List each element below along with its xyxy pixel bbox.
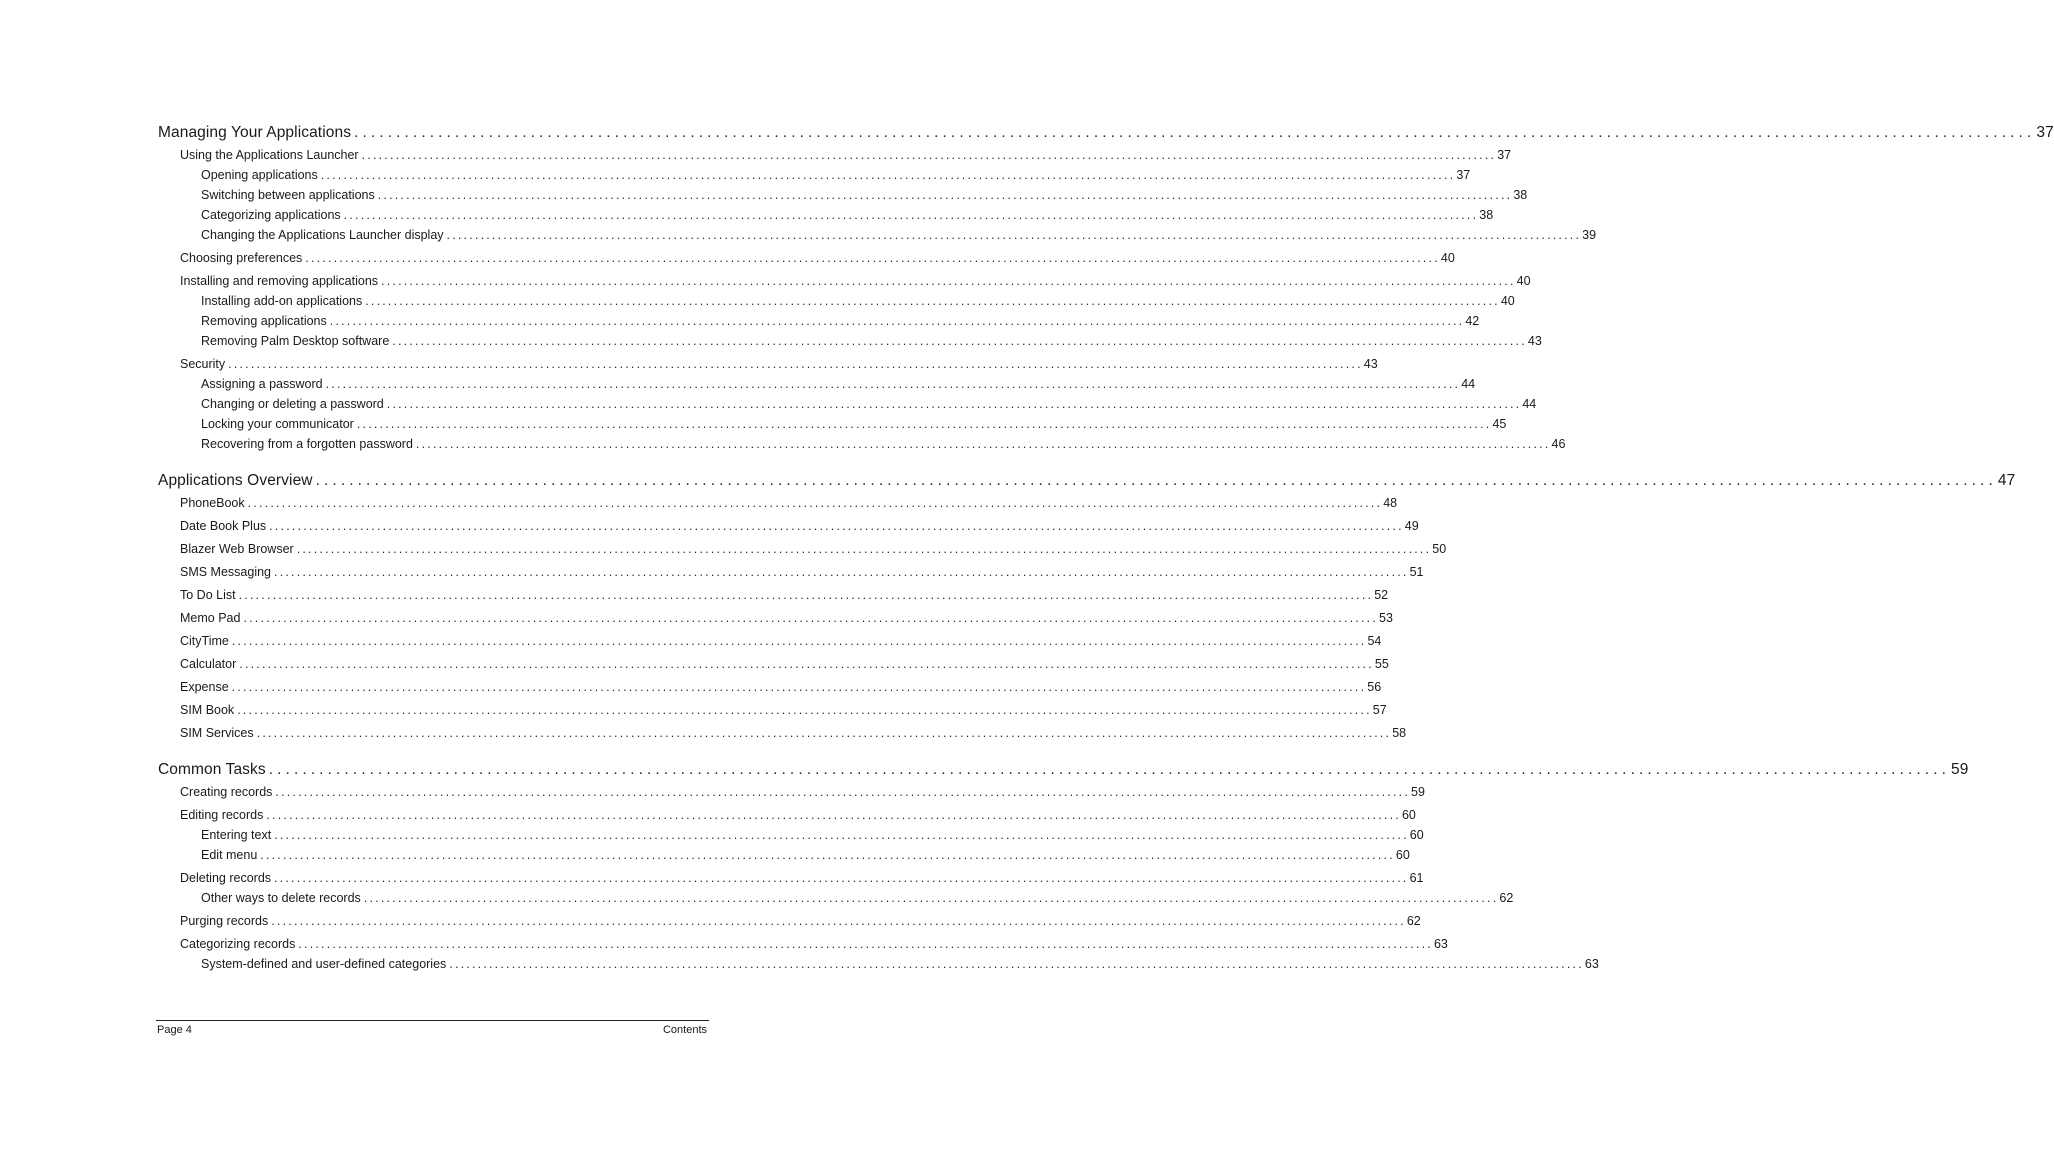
- toc-entry[interactable]: [180, 808, 1416, 822]
- toc-entry-page-number: 58: [1392, 726, 1407, 740]
- toc-entry-page-number: 62: [1406, 914, 1421, 928]
- toc-entry-page-number: 40: [1500, 294, 1515, 308]
- toc-entry[interactable]: [180, 148, 1512, 162]
- toc-entry-page-number: 60: [1401, 808, 1416, 822]
- toc-entry-page-number: 49: [1404, 519, 1419, 533]
- toc-entry-page-number: 39: [1582, 228, 1597, 242]
- toc-entry[interactable]: [201, 891, 1514, 905]
- toc-entry[interactable]: [180, 785, 1425, 799]
- toc-entry-title: PhoneBook: [180, 496, 245, 510]
- toc-entry-page-number: 43: [1363, 357, 1378, 371]
- toc-entry[interactable]: [180, 496, 1398, 510]
- toc-entry-page-number: 46: [1551, 437, 1566, 451]
- toc-entry[interactable]: [180, 611, 1393, 625]
- toc-entry[interactable]: [180, 703, 1387, 717]
- toc-entry-page-number: 45: [1492, 417, 1507, 431]
- toc-entry-title: To Do List: [180, 588, 236, 602]
- toc-entry[interactable]: [180, 726, 1407, 740]
- toc-entry-title: Choosing preferences: [180, 251, 303, 265]
- toc-entry[interactable]: [180, 542, 1447, 556]
- footer-section-name: Contents: [662, 1024, 707, 1036]
- dot-leader: ........................................................................................................................................................................................................: [228, 357, 1363, 371]
- toc-entry-title: Creating records: [180, 785, 273, 799]
- dot-leader: ........................................................................................................................................................................................................: [298, 937, 1433, 951]
- toc-entry[interactable]: [201, 437, 1566, 451]
- dot-leader: ........................................................................................................................................................................................................: [274, 565, 1409, 579]
- dot-leader: ........................................................................................................................................................................................................: [329, 314, 1465, 328]
- dot-leader: ........................................................................................................................................................................................................: [247, 496, 1383, 510]
- toc-entry-page-number: 57: [1372, 703, 1387, 717]
- toc-entry[interactable]: [201, 208, 1494, 222]
- dot-leader: ........................................................................................................................................................................................................: [343, 208, 1479, 222]
- dot-leader: ........................................................................................................................................................................................................: [266, 808, 1401, 822]
- dot-leader: ........................................................................................................................................................................................................: [305, 251, 1440, 265]
- dot-leader: ........................................................................................................................................................................................................: [315, 472, 1997, 489]
- toc-entry-title: SIM Services: [180, 726, 254, 740]
- dot-leader: ........................................................................................................................................................................................................: [256, 726, 1392, 740]
- toc-entry-title: System-defined and user-defined categories: [201, 957, 447, 971]
- dot-leader: ........................................................................................................................................................................................................: [238, 588, 1374, 602]
- toc-entry-title: Memo Pad: [180, 611, 241, 625]
- dot-leader: ........................................................................................................................................................................................................: [449, 957, 1584, 971]
- dot-leader: ........................................................................................................................................................................................................: [260, 848, 1395, 862]
- toc-entry-title: Changing the Applications Launcher display: [201, 228, 444, 242]
- toc-entry[interactable]: [180, 871, 1424, 885]
- toc-chapter-entry[interactable]: [158, 472, 2016, 490]
- toc-entry-title: Security: [180, 357, 226, 371]
- toc-entry-title: Date Book Plus: [180, 519, 267, 533]
- toc-entry-title: Entering text: [201, 828, 272, 842]
- toc-entry-page-number: 37: [1497, 148, 1512, 162]
- toc-entry-page-number: 43: [1527, 334, 1542, 348]
- toc-entry-page-number: 56: [1367, 680, 1382, 694]
- toc-entry-title: Switching between applications: [201, 188, 375, 202]
- toc-entry[interactable]: [180, 251, 1455, 265]
- toc-entry[interactable]: [180, 519, 1419, 533]
- toc-entry-page-number: 51: [1409, 565, 1424, 579]
- dot-leader: ........................................................................................................................................................................................................: [268, 761, 1951, 778]
- toc-entry[interactable]: [180, 274, 1531, 288]
- toc-entry-page-number: 59: [1951, 761, 1969, 778]
- toc-entry-page-number: 42: [1465, 314, 1480, 328]
- toc-chapter-entry[interactable]: [158, 124, 2054, 142]
- toc-entry-title: Categorizing records: [180, 937, 296, 951]
- toc-entry-page-number: 54: [1367, 634, 1382, 648]
- toc-entry-page-number: 52: [1374, 588, 1389, 602]
- dot-leader: ........................................................................................................................................................................................................: [274, 871, 1409, 885]
- toc-entry[interactable]: [201, 417, 1507, 431]
- dot-leader: ........................................................................................................................................................................................................: [354, 124, 2036, 141]
- toc-entry-page-number: 63: [1433, 937, 1448, 951]
- toc-entry[interactable]: [201, 957, 1599, 971]
- toc-entry-title: Blazer Web Browser: [180, 542, 294, 556]
- toc-entry-page-number: 37: [2036, 124, 2054, 141]
- toc-chapter-entry[interactable]: [158, 761, 1969, 779]
- toc-entry[interactable]: [201, 168, 1471, 182]
- toc-entry[interactable]: [201, 848, 1410, 862]
- toc-entry-page-number: 38: [1513, 188, 1528, 202]
- toc-entry[interactable]: [201, 294, 1515, 308]
- dot-leader: ........................................................................................................................................................................................................: [320, 168, 1456, 182]
- dot-leader: ........................................................................................................................................................................................................: [361, 148, 1497, 162]
- toc-entry-page-number: 63: [1584, 957, 1599, 971]
- dot-leader: ........................................................................................................................................................................................................: [239, 657, 1374, 671]
- toc-entry-page-number: 53: [1379, 611, 1393, 625]
- toc-entry[interactable]: [180, 657, 1389, 671]
- dot-leader: ........................................................................................................................................................................................................: [269, 519, 1404, 533]
- toc-entry-page-number: 60: [1395, 848, 1410, 862]
- toc-entry-title: Edit menu: [201, 848, 258, 862]
- toc-entry-page-number: 59: [1411, 785, 1425, 799]
- footer-divider: [156, 1020, 709, 1021]
- toc-entry-title: Changing or deleting a password: [201, 397, 384, 411]
- toc-entry-title: Assigning a password: [201, 377, 323, 391]
- toc-entry-page-number: 60: [1409, 828, 1424, 842]
- footer-page-number: Page 4: [157, 1024, 192, 1036]
- toc-entry-page-number: 40: [1440, 251, 1455, 265]
- toc-entry[interactable]: [201, 377, 1476, 391]
- toc-entry[interactable]: [180, 634, 1382, 648]
- dot-leader: ........................................................................................................................................................................................................: [231, 680, 1367, 694]
- toc-entry-page-number: 47: [1997, 472, 2016, 489]
- dot-leader: ........................................................................................................................................................................................................: [363, 891, 1499, 905]
- toc-entry[interactable]: [180, 914, 1421, 928]
- dot-leader: ........................................................................................................................................................................................................: [381, 274, 1516, 288]
- toc-entry-title: Using the Applications Launcher: [180, 148, 359, 162]
- toc-entry-page-number: 48: [1383, 496, 1398, 510]
- dot-leader: ........................................................................................................................................................................................................: [392, 334, 1527, 348]
- dot-leader: ........................................................................................................................................................................................................: [275, 785, 1410, 799]
- toc-entry-title: Installing and removing applications: [180, 274, 379, 288]
- toc-entry[interactable]: [201, 334, 1542, 348]
- toc-entry-title: Editing records: [180, 808, 264, 822]
- toc-entry-page-number: 37: [1456, 168, 1471, 182]
- dot-leader: ........................................................................................................................................................................................................: [365, 294, 1500, 308]
- dot-leader: ........................................................................................................................................................................................................: [296, 542, 1432, 556]
- toc-entry[interactable]: [201, 228, 1597, 242]
- dot-leader: ........................................................................................................................................................................................................: [325, 377, 1461, 391]
- dot-leader: ........................................................................................................................................................................................................: [386, 397, 1522, 411]
- dot-leader: ........................................................................................................................................................................................................: [356, 417, 1492, 431]
- toc-entry-title: Other ways to delete records: [201, 891, 361, 905]
- toc-entry-page-number: 44: [1461, 377, 1476, 391]
- toc-entry[interactable]: [201, 828, 1424, 842]
- toc-entry[interactable]: [201, 188, 1528, 202]
- toc-entry-page-number: 62: [1499, 891, 1514, 905]
- toc-entry-page-number: 40: [1516, 274, 1531, 288]
- dot-leader: ........................................................................................................................................................................................................: [237, 703, 1372, 717]
- toc-entry-page-number: 50: [1432, 542, 1447, 556]
- toc-entry-title: Purging records: [180, 914, 269, 928]
- toc-entry-title: Applications Overview: [158, 472, 313, 489]
- toc-entry-title: Calculator: [180, 657, 237, 671]
- toc-entry-title: Removing Palm Desktop software: [201, 334, 390, 348]
- toc-entry-page-number: 38: [1479, 208, 1494, 222]
- toc-entry-title: Deleting records: [180, 871, 272, 885]
- toc-entry-title: Expense: [180, 680, 229, 694]
- dot-leader: ........................................................................................................................................................................................................: [243, 611, 1379, 625]
- toc-entry-title: SIM Book: [180, 703, 235, 717]
- toc-entry-title: CityTime: [180, 634, 229, 648]
- toc-entry-title: Locking your communicator: [201, 417, 354, 431]
- toc-entry-page-number: 61: [1409, 871, 1424, 885]
- toc-entry[interactable]: [180, 588, 1389, 602]
- toc-entry-title: Opening applications: [201, 168, 318, 182]
- toc-entry[interactable]: [180, 565, 1424, 579]
- toc-entry-title: Installing add-on applications: [201, 294, 363, 308]
- toc-entry[interactable]: [201, 397, 1537, 411]
- dot-leader: ........................................................................................................................................................................................................: [231, 634, 1367, 648]
- toc-entry-title: Common Tasks: [158, 761, 266, 778]
- toc-entry-title: Categorizing applications: [201, 208, 341, 222]
- toc-entry[interactable]: [180, 937, 1448, 951]
- toc-entry[interactable]: [201, 314, 1480, 328]
- dot-leader: ........................................................................................................................................................................................................: [271, 914, 1406, 928]
- dot-leader: ........................................................................................................................................................................................................: [377, 188, 1513, 202]
- toc-entry-title: SMS Messaging: [180, 565, 272, 579]
- toc-entry-page-number: 55: [1374, 657, 1389, 671]
- toc-entry-title: Managing Your Applications: [158, 124, 352, 141]
- toc-entry-title: Recovering from a forgotten password: [201, 437, 413, 451]
- toc-entry-title: Removing applications: [201, 314, 327, 328]
- dot-leader: ........................................................................................................................................................................................................: [274, 828, 1409, 842]
- dot-leader: ........................................................................................................................................................................................................: [415, 437, 1551, 451]
- toc-entry-page-number: 44: [1522, 397, 1537, 411]
- dot-leader: ........................................................................................................................................................................................................: [446, 228, 1582, 242]
- toc-entry[interactable]: [180, 357, 1378, 371]
- toc-entry[interactable]: [180, 680, 1382, 694]
